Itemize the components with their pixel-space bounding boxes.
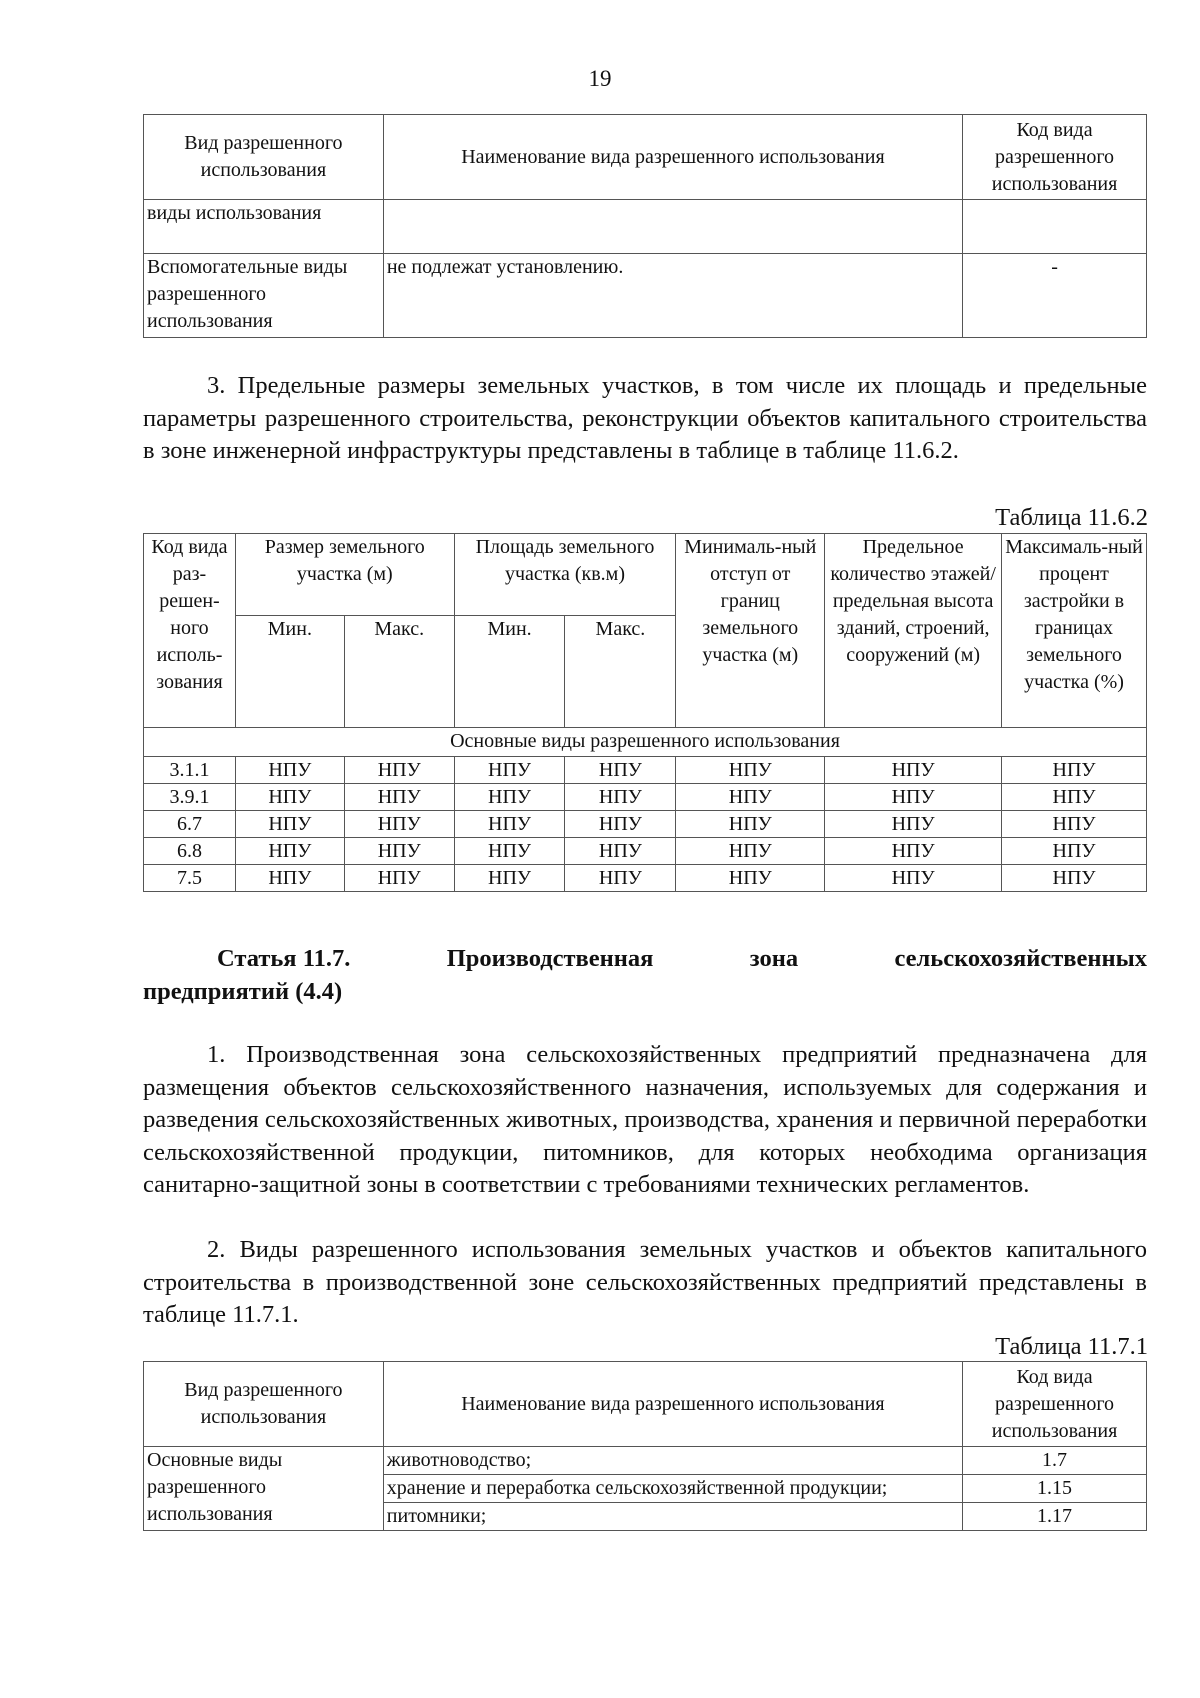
cell-code: 6.8 xyxy=(144,838,236,865)
header-size-min: Мин. xyxy=(235,616,344,728)
cell-use-name: питомники; xyxy=(383,1503,962,1531)
cell-value: НПУ xyxy=(565,811,676,838)
cell-use-code: 1.7 xyxy=(963,1447,1147,1475)
table-caption-11-6-2: Таблица 11.6.2 xyxy=(995,504,1148,531)
paragraph-permitted-uses: 2. Виды разрешенного использования земельных участков и объектов капитального строительства в производственной зоне сельскохозяйственных предприятий представлены в таблице 11.7.1. xyxy=(143,1236,1147,1328)
cell-value: НПУ xyxy=(1002,757,1147,784)
cell-value: НПУ xyxy=(344,838,454,865)
cell-value: НПУ xyxy=(344,784,454,811)
table-agri-permitted-uses xyxy=(143,1361,1147,1531)
article-title-word: зона xyxy=(749,945,799,972)
header-plot-size: Размер земельного участка (м) xyxy=(235,534,454,616)
cell-value: НПУ xyxy=(825,784,1002,811)
header-min-indent: Минималь-ный отступ от границ земельного участка (м) xyxy=(676,534,825,728)
cell-use-type: Вспомогательные виды разрешенного использования xyxy=(144,254,384,338)
table-row xyxy=(144,1447,1147,1475)
table-permitted-uses-continued xyxy=(143,114,1147,338)
header-area-min: Мин. xyxy=(454,616,565,728)
header-code: Код вида раз-решен-ного исполь-зования xyxy=(144,534,236,728)
cell-use-code xyxy=(963,200,1147,254)
cell-value: НПУ xyxy=(565,757,676,784)
table-row xyxy=(144,200,1147,254)
cell-code: 3.9.1 xyxy=(144,784,236,811)
cell-value: НПУ xyxy=(454,784,565,811)
table-row xyxy=(144,757,1147,784)
cell-value: НПУ xyxy=(235,865,344,892)
cell-code: 7.5 xyxy=(144,865,236,892)
cell-value: НПУ xyxy=(676,757,825,784)
table-row xyxy=(144,784,1147,811)
paragraph-zone-purpose: 1. Производственная зона сельскохозяйственных предприятий предназначена для размещения объектов сельскохозяйственного назначения, используемых для содержания и разведения сельскохозяйственных животных, производства, хранения и первичной переработки сельскохозяйственной продукции, питомников, для которых необходима организация санитарно-защитной зоны в соответствии с требованиями технических регламентов. xyxy=(143,1041,1147,1198)
header-floors-height: Предельное количество этажей/ предельная высота зданий, строений, сооружений (м) xyxy=(825,534,1002,728)
table-row xyxy=(144,254,1147,338)
cell-value: НПУ xyxy=(1002,838,1147,865)
header-use-code: Код вида разрешенного использования xyxy=(963,1362,1147,1447)
cell-value: НПУ xyxy=(344,865,454,892)
cell-value: НПУ xyxy=(825,838,1002,865)
header-size-max: Макс. xyxy=(344,616,454,728)
header-use-type: Вид разрешенного использования xyxy=(144,115,384,200)
table-row xyxy=(144,811,1147,838)
header-use-code: Код вида разрешенного использования xyxy=(963,115,1147,200)
cell-value: НПУ xyxy=(344,757,454,784)
cell-value: НПУ xyxy=(235,838,344,865)
cell-value: НПУ xyxy=(454,811,565,838)
article-heading xyxy=(143,942,1147,1008)
article-title-word: сельскохозяйственных xyxy=(894,945,1147,972)
cell-value: НПУ xyxy=(565,784,676,811)
cell-value: НПУ xyxy=(235,757,344,784)
cell-value: НПУ xyxy=(825,757,1002,784)
cell-value: НПУ xyxy=(825,865,1002,892)
header-use-name: Наименование вида разрешенного использования xyxy=(383,115,962,200)
header-use-type: Вид разрешенного использования xyxy=(144,1362,384,1447)
cell-value: НПУ xyxy=(1002,865,1147,892)
cell-value: НПУ xyxy=(565,838,676,865)
cell-value: НПУ xyxy=(825,811,1002,838)
cell-use-code: 1.17 xyxy=(963,1503,1147,1531)
cell-value: НПУ xyxy=(676,865,825,892)
cell-use-code: - xyxy=(963,254,1147,338)
cell-value: НПУ xyxy=(1002,784,1147,811)
cell-value: НПУ xyxy=(454,865,565,892)
cell-use-type: виды использования xyxy=(144,200,384,254)
header-max-percent: Максималь-ный процент застройки в границах земельного участка (%) xyxy=(1002,534,1147,728)
cell-value: НПУ xyxy=(454,757,565,784)
section-main-uses: Основные виды разрешенного использования xyxy=(144,728,1147,757)
cell-value: НПУ xyxy=(565,865,676,892)
cell-code: 3.1.1 xyxy=(144,757,236,784)
cell-value: НПУ xyxy=(344,811,454,838)
cell-value: НПУ xyxy=(676,784,825,811)
table-caption-11-7-1: Таблица 11.7.1 xyxy=(995,1333,1148,1360)
cell-use-group: Основные виды разрешенного использования xyxy=(144,1447,384,1531)
cell-value: НПУ xyxy=(454,838,565,865)
cell-value: НПУ xyxy=(235,811,344,838)
table-row xyxy=(144,838,1147,865)
cell-use-name: хранение и переработка сельскохозяйственной продукции; xyxy=(383,1475,962,1503)
cell-use-name xyxy=(383,200,962,254)
cell-value: НПУ xyxy=(1002,811,1147,838)
cell-code: 6.7 xyxy=(144,811,236,838)
article-title-word: Производственная xyxy=(446,945,654,972)
page-number: 19 xyxy=(588,66,612,91)
cell-use-name: не подлежат установлению. xyxy=(383,254,962,338)
cell-use-code: 1.15 xyxy=(963,1475,1147,1503)
header-use-name: Наименование вида разрешенного использования xyxy=(383,1362,962,1447)
cell-use-name: животноводство; xyxy=(383,1447,962,1475)
paragraph-limit-sizes: 3. Предельные размеры земельных участков, в том числе их площадь и предельные параметры разрешенного строительства, реконструкции объектов капитального строительства в зоне инженерной инфраструктуры представлены в таблице в таблице 11.6.2. xyxy=(143,372,1147,464)
cell-value: НПУ xyxy=(676,811,825,838)
article-title-line2: предприятий (4.4) xyxy=(143,978,343,1005)
article-label: Статья 11.7. xyxy=(217,945,351,972)
table-row xyxy=(144,865,1147,892)
table-limit-parameters xyxy=(143,533,1147,892)
cell-value: НПУ xyxy=(235,784,344,811)
header-plot-area: Площадь земельного участка (кв.м) xyxy=(454,534,676,616)
cell-value: НПУ xyxy=(676,838,825,865)
header-area-max: Макс. xyxy=(565,616,676,728)
